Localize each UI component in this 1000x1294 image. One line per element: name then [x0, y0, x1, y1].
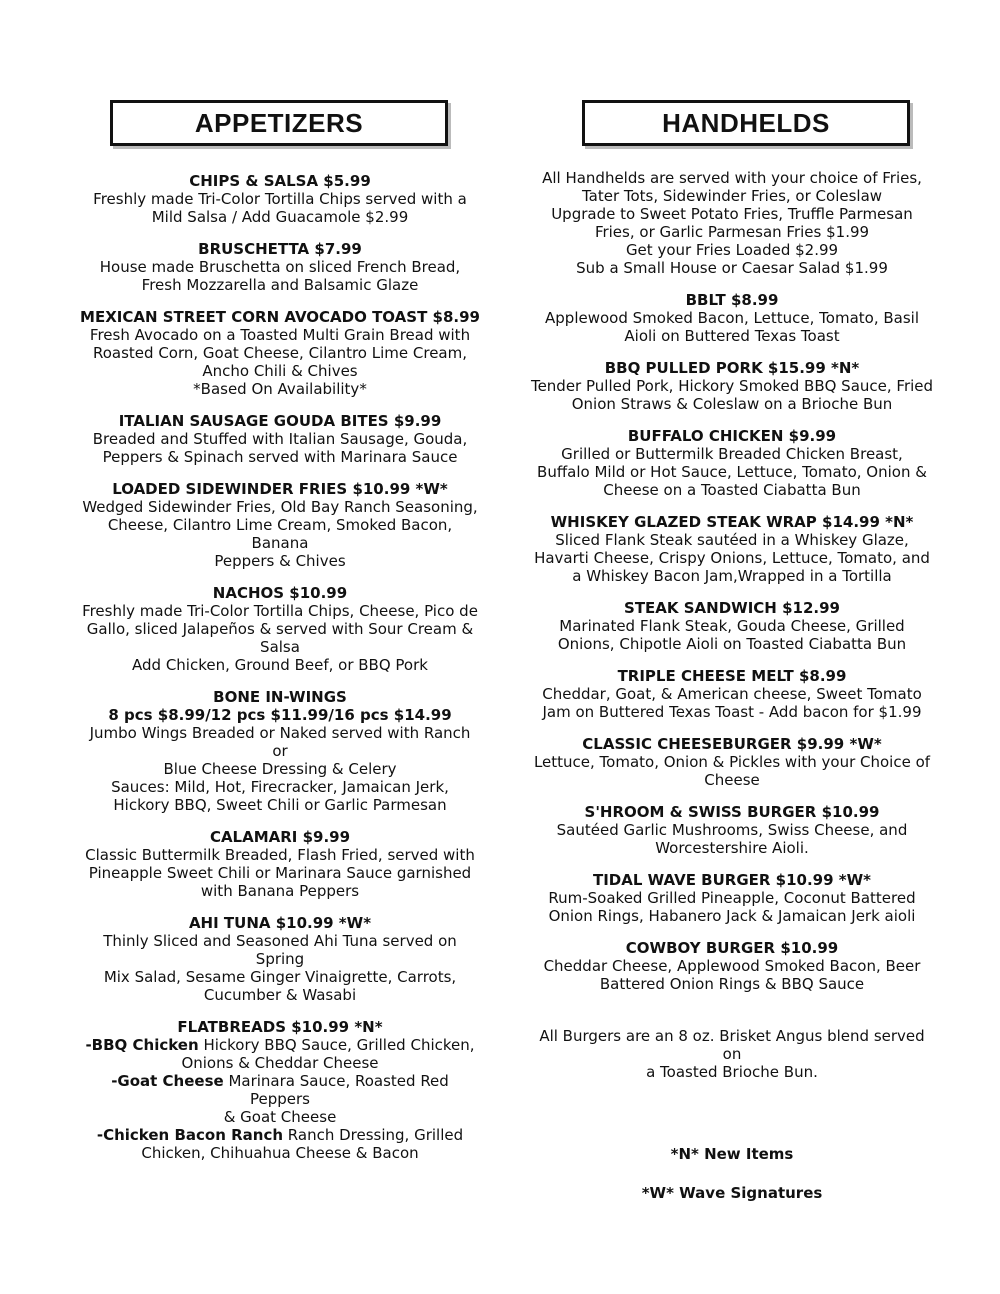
menu-item-description: Classic Buttermilk Breaded, Flash Fried, served with [85, 846, 475, 864]
menu-item-description: Sautéed Garlic Mushrooms, Swiss Cheese, and [556, 821, 908, 839]
handhelds-note-line: All Burgers are an 8 oz. Brisket Angus blend served on [539, 1027, 925, 1063]
menu-item-description: Fresh Avocado on a Toasted Multi Grain Bread with [89, 326, 471, 344]
menu-item-description: Onions, Chipotle Aioli on Toasted Ciabatta Bun [557, 635, 907, 653]
menu-item [80, 1018, 480, 1162]
menu-item-description: Buffalo Mild or Hot Sauce, Lettuce, Tomato, Onion & [537, 463, 927, 481]
menu-item-description: Aioli on Buttered Texas Toast [624, 327, 840, 345]
menu-item-description: Cheese, Cilantro Lime Cream, Smoked Bacon, Banana [107, 516, 453, 552]
handhelds-title: HANDHELDS [662, 107, 830, 138]
menu-item [80, 688, 480, 814]
menu-item-description: Sliced Flank Steak sautéed in a Whiskey Glaze, [555, 531, 909, 549]
menu-item-description: Fresh Mozzarella and Balsamic Glaze [141, 276, 419, 294]
flatbread-option-name: -Goat Cheese [111, 1072, 224, 1090]
menu-item-description: Salsa [260, 638, 300, 656]
menu-item-description: Onion Straws & Coleslaw on a Brioche Bun [571, 395, 893, 413]
menu-item-description: Sauces: Mild, Hot, Firecracker, Jamaican Jerk, [111, 778, 449, 796]
menu-item-description: with Banana Peppers [200, 882, 360, 900]
menu-item-description: Breaded and Stuffed with Italian Sausage, Gouda, [92, 430, 468, 448]
menu-item [528, 735, 936, 789]
menu-item-description: Grilled or Buttermilk Breaded Chicken Breast, [561, 445, 903, 463]
menu-item [80, 584, 480, 674]
handhelds-intro [528, 169, 936, 277]
menu-item-description: Cheddar, Goat, & American cheese, Sweet Tomato [542, 685, 922, 703]
menu-item [80, 308, 480, 398]
menu-item-description: Mild Salsa / Add Guacamole $2.99 [151, 208, 409, 226]
menu-item-description: Add Chicken, Ground Beef, or BBQ Pork [132, 656, 428, 674]
menu-item [80, 240, 480, 294]
handhelds-intro-line: Upgrade to Sweet Potato Fries, Truffle Parmesan [551, 205, 913, 223]
menu-item-description: a Whiskey Bacon Jam,Wrapped in a Tortilla [572, 567, 892, 585]
menu-item [528, 667, 936, 721]
menu-item-name: WHISKEY GLAZED STEAK WRAP $14.99 *N* [550, 513, 914, 531]
menu-item-description: Cheese [704, 771, 760, 789]
menu-item-name: BONE IN-WINGS [213, 688, 347, 706]
menu-item [528, 803, 936, 857]
menu-item-description: Applewood Smoked Bacon, Lettuce, Tomato, Basil [545, 309, 919, 327]
flatbread-option-description: Chicken, Chihuahua Cheese & Bacon [141, 1144, 419, 1162]
handhelds-note [528, 1027, 936, 1081]
menu-item-description: Thinly Sliced and Seasoned Ahi Tuna served on Spring [103, 932, 457, 968]
flatbread-option-name: -Chicken Bacon Ranch [96, 1126, 284, 1144]
menu-item-name: MEXICAN STREET CORN AVOCADO TOAST $8.99 [80, 308, 480, 326]
menu-item [80, 914, 480, 1004]
menu-item-description: Gallo, sliced Jalapeños & served with Sour Cream & [86, 620, 474, 638]
menu-item-name: STEAK SANDWICH $12.99 [624, 599, 840, 617]
appetizers-list [80, 172, 480, 1162]
menu-item-description: Jumbo Wings Breaded or Naked served with Ranch or [89, 724, 471, 760]
handhelds-intro-line: Fries, or Garlic Parmesan Fries $1.99 [594, 223, 870, 241]
menu-item [80, 480, 480, 570]
menu-item-description: Lettuce, Tomato, Onion & Pickles with your Choice of [533, 753, 931, 771]
flatbread-option-description: Onions & Cheddar Cheese [181, 1054, 379, 1072]
menu-item-description: Cheddar Cheese, Applewood Smoked Bacon, Beer [543, 957, 921, 975]
handhelds-intro-line: All Handhelds are served with your choice of Fries, [542, 169, 922, 187]
menu-item-name: NACHOS $10.99 [212, 584, 348, 602]
menu-item-name: TRIPLE CHEESE MELT $8.99 [617, 667, 847, 685]
appetizers-header [110, 100, 448, 146]
menu-item-name: LOADED SIDEWINDER FRIES $10.99 *W* [112, 480, 448, 498]
menu-item-description: Ancho Chili & Chives [202, 362, 358, 380]
menu-item-name: TIDAL WAVE BURGER $10.99 *W* [592, 871, 872, 889]
menu-item [528, 871, 936, 925]
menu-item-name: CLASSIC CHEESEBURGER $9.99 *W* [582, 735, 882, 753]
menu-item-name: BUFFALO CHICKEN $9.99 [627, 427, 837, 445]
handhelds-list [528, 291, 936, 993]
flatbread-option: -BBQ Chicken Hickory BBQ Sauce, Grilled Chicken, [85, 1036, 475, 1054]
menu-item-description: Blue Cheese Dressing & Celery [163, 760, 397, 778]
menu-item-name: BBQ PULLED PORK $15.99 *N* [604, 359, 860, 377]
flatbread-option-description: & Goat Cheese [223, 1108, 337, 1126]
menu-item-description: Marinated Flank Steak, Gouda Cheese, Grilled [559, 617, 905, 635]
legend-new-items: *N* New Items [670, 1145, 794, 1163]
menu-item [528, 939, 936, 993]
handhelds-column [528, 100, 936, 1081]
menu-item-name: BBLT $8.99 [685, 291, 779, 309]
menu-item-name: FLATBREADS $10.99 *N* [177, 1018, 383, 1036]
handhelds-header [582, 100, 910, 146]
appetizers-column [80, 100, 480, 1162]
menu-item-name: S'HROOM & SWISS BURGER $10.99 [584, 803, 880, 821]
menu-item [528, 427, 936, 499]
menu-item-description: Mix Salad, Sesame Ginger Vinaigrette, Carrots, [103, 968, 457, 986]
menu-item-description: Onion Rings, Habanero Jack & Jamaican Jerk aioli [548, 907, 916, 925]
handhelds-intro-line: Tater Tots, Sidewinder Fries, or Coleslaw [581, 187, 883, 205]
menu-item-description: Hickory BBQ, Sweet Chili or Garlic Parmesan [113, 796, 447, 814]
menu-item-name: BRUSCHETTA $7.99 [198, 240, 362, 258]
menu-item-description: Peppers & Spinach served with Marinara Sauce [102, 448, 458, 466]
flatbread-option: -Goat Cheese Marinara Sauce, Roasted Red Peppers [111, 1072, 449, 1108]
menu-item-description: Cucumber & Wasabi [203, 986, 357, 1004]
menu-item-name: ITALIAN SAUSAGE GOUDA BITES $9.99 [118, 412, 442, 430]
menu-item-description: Battered Onion Rings & BBQ Sauce [599, 975, 865, 993]
menu-item-description: Cheese on a Toasted Ciabatta Bun [603, 481, 861, 499]
menu-item-description: Pineapple Sweet Chili or Marinara Sauce garnished [88, 864, 472, 882]
menu-item-description: Freshly made Tri-Color Tortilla Chips served with a [93, 190, 467, 208]
menu-item-description: House made Bruschetta on sliced French Bread, [99, 258, 461, 276]
appetizers-title: APPETIZERS [194, 107, 364, 138]
menu-item [80, 412, 480, 466]
handhelds-note-line: a Toasted Brioche Bun. [646, 1063, 818, 1081]
menu-item [528, 513, 936, 585]
menu-item-description: Rum-Soaked Grilled Pineapple, Coconut Battered [548, 889, 916, 907]
menu-item [80, 828, 480, 900]
menu-item-description: Wedged Sidewinder Fries, Old Bay Ranch Seasoning, [82, 498, 478, 516]
menu-item-description: *Based On Availability* [193, 380, 367, 398]
menu-item-name: AHI TUNA $10.99 *W* [188, 914, 372, 932]
menu-item-description: Havarti Cheese, Crispy Onions, Lettuce, Tomato, and [534, 549, 930, 567]
menu-item-description: Worcestershire Aioli. [655, 839, 809, 857]
menu-item-description: Peppers & Chives [214, 552, 346, 570]
menu-item [528, 359, 936, 413]
menu-item-description: Freshly made Tri-Color Tortilla Chips, Cheese, Pico de [82, 602, 478, 620]
handhelds-intro-line: Sub a Small House or Caesar Salad $1.99 [576, 259, 888, 277]
legend-wave-signatures: *W* Wave Signatures [641, 1184, 823, 1202]
menu-item-name: CHIPS & SALSA $5.99 [189, 172, 371, 190]
flatbread-option: -Chicken Bacon Ranch Ranch Dressing, Grilled [96, 1126, 464, 1144]
menu-item-name: COWBOY BURGER $10.99 [625, 939, 839, 957]
menu-item-description: Jam on Buttered Texas Toast - Add bacon for $1.99 [542, 703, 922, 721]
menu-item [80, 172, 480, 226]
menu-item-name: CALAMARI $9.99 [209, 828, 351, 846]
menu-item-description: 8 pcs $8.99/12 pcs $11.99/16 pcs $14.99 [108, 706, 452, 724]
menu-item-description: Roasted Corn, Goat Cheese, Cilantro Lime Cream, [92, 344, 467, 362]
flatbread-option-name: -BBQ Chicken [85, 1036, 199, 1054]
menu-item-description: Tender Pulled Pork, Hickory Smoked BBQ Sauce, Fried [530, 377, 934, 395]
handhelds-intro-line: Get your Fries Loaded $2.99 [625, 241, 839, 259]
menu-item [528, 599, 936, 653]
menu-item [528, 291, 936, 345]
